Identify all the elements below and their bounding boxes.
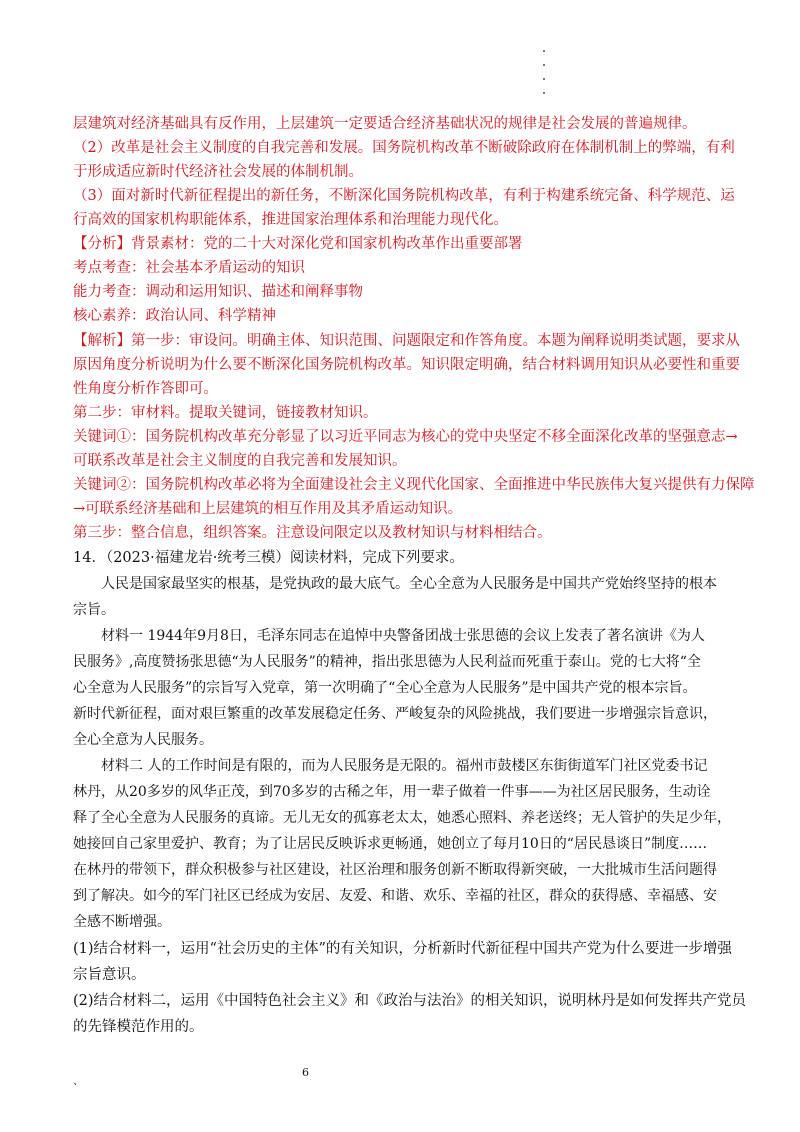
analysis-hexin: 核心素养：政治认同、科学精神 — [73, 308, 276, 324]
analysis-kaodian: 考点考查：社会基本矛盾运动的知识 — [73, 260, 305, 276]
answer-line: （2）改革是社会主义制度的自我完善和发展。国务院机构改革不断破除政府在体制机制上的弊端，有利 — [73, 140, 735, 156]
jiexi-line: 关键词②：国务院机构改革必将为全面建设社会主义现代化国家、全面推进中华民族伟大复兴提供有力保障 — [73, 477, 755, 493]
material2-line: 材料二 人的工作时间是有限的，而为人民服务是无限的。福州市鼓楼区东街街道军门社区党委书记 — [101, 758, 708, 774]
analysis-line — [73, 234, 523, 255]
answer-line: 层建筑对经济基础具有反作用，上层建筑一定要适合经济基础状况的规律是社会发展的普遍规律。 — [73, 116, 697, 132]
question-2: 的先锋模范作用的。 — [73, 1019, 204, 1035]
material2-line: 她接回自己家里爱护、教育；为了让居民反映诉求更畅通，她创立了每月10日的“居民恳谈日”制度…… — [73, 836, 708, 852]
jiexi-line: 可联系改革是社会主义制度的自我完善和发展知识。 — [73, 453, 407, 469]
analysis-background: 背景素材：党的二十大对深化党和国家机构改革作出重要部署 — [131, 236, 523, 252]
jiexi-line: 【解析】第一步：审设问。明确主体、知识范围、问题限定和作答角度。本题为阐释说明类试题，要求从 — [73, 333, 740, 349]
question-header: 14．（2023·福建龙岩·统考三模）阅读材料，完成下列要求。 — [73, 550, 464, 566]
question-1: (1)结合材料一，运用“社会历史的主体”的有关知识，分析新时代新征程中国共产党为什么要进一步增强 — [73, 941, 732, 957]
jiexi-line: 性角度分析作答即可。 — [73, 381, 218, 397]
page-number: 6 — [302, 1066, 309, 1079]
answer-line: 于形成适应新时代经济社会发展的体制机制。 — [73, 164, 363, 180]
header-dots — [541, 50, 547, 106]
analysis-nengli: 能力考查：调动和运用知识、描述和阐释事物 — [73, 284, 363, 300]
intro-line: 宗旨。 — [73, 602, 115, 618]
material1-line: 全心全意为人民服务。 — [73, 732, 213, 748]
footer-mark: 、 — [73, 1074, 84, 1087]
jiexi-line: 关键词①：国务院机构改革充分彰显了以习近平同志为核心的党中央坚定不移全面深化改革的坚强意志→ — [73, 429, 738, 445]
question-1: 宗旨意识。 — [73, 967, 146, 983]
material1-line: 民服务》,高度赞扬张思德“为人民服务”的精神，指出张思德为人民利益而死重于泰山。党的七大将“全 — [73, 654, 701, 670]
answer-line: （3）面对新时代新征程提出的新任务，不断深化国务院机构改革，有利于构建系统完备、科学规范、运 — [73, 188, 735, 204]
material2-line: 在林丹的带领下，群众积极参与社区建设，社区治理和服务创新不断取得新突破，一大批城市生活问题得 — [73, 862, 717, 878]
material1-line: 心全意为人民服务”的宗旨写入党章，第一次明确了“全心全意为人民服务”是中国共产党的根本宗旨。 — [73, 680, 697, 696]
material2-line: 释了全心全意为人民服务的真谛。无儿无女的孤寡老太太，她悉心照料、养老送终；无人管护的失足少年， — [73, 810, 731, 826]
analysis-bracket: 【分析】 — [73, 236, 131, 252]
jiexi-line: 第三步：整合信息，组织答案。注意设问限定以及教材知识与材料相结合。 — [73, 525, 552, 541]
material2-line: 全感不断增强。 — [73, 914, 171, 930]
material2-line: 林丹，从20多岁的风华正茂，到70多岁的古稀之年，用一辈子做着一件事——为社区居民服务，生动诠 — [73, 784, 711, 800]
jiexi-line: 原因角度分析说明为什么要不断深化国务院机构改革。知识限定明确，结合材料调用知识从必要性和重要 — [73, 357, 740, 373]
intro-line: 人民是国家最坚实的根基，是党执政的最大底气。全心全意为人民服务是中国共产党始终坚持的根本 — [101, 576, 717, 592]
material1-line: 材料一 1944年9月8日，毛泽东同志在追悼中央警备团战士张思德的会议上发表了著名演讲《为人 — [101, 628, 705, 644]
answer-line: 行高效的国家机构职能体系，推进国家治理体系和治理能力现代化。 — [73, 212, 508, 228]
question-2: (2)结合材料二，运用《中国特色社会主义》和《政治与法治》的相关知识，说明林丹是如何发挥共产党员 — [73, 993, 747, 1009]
material2-line: 到了解决。如今的军门社区已经成为安居、友爱、和谐、欢乐、幸福的社区，群众的获得感、幸福感、安 — [73, 888, 717, 904]
jiexi-line: 第二步：审材料。提取关键词，链接教材知识。 — [73, 405, 378, 421]
material1-line: 新时代新征程，面对艰巨繁重的改革发展稳定任务、严峻复杂的风险挑战，我们要进一步增强宗旨意识， — [73, 706, 717, 722]
jiexi-line: →可联系经济基础和上层建筑的相互作用及其矛盾运动知识。 — [73, 501, 463, 517]
